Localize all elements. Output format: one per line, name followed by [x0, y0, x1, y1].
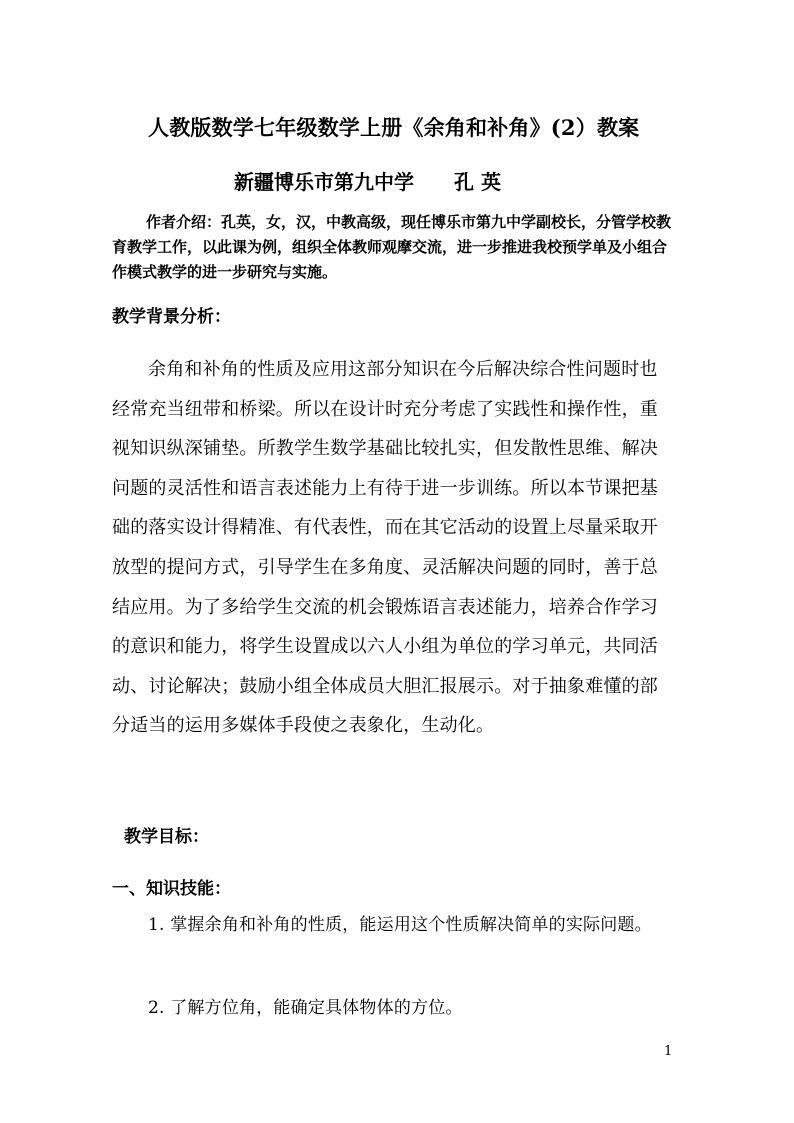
author-line	[234, 166, 501, 195]
background-heading: 教学背景分析：	[112, 307, 231, 327]
page-number: 1	[664, 1044, 673, 1059]
goal-item: 1. 掌握余角和补角的性质，能运用这个性质解决简单的实际问题。	[148, 915, 652, 935]
school-name: 新疆博乐市第九中学	[234, 170, 414, 194]
document-title: 人教版数学七年级数学上册《余角和补角》(2）教案	[148, 115, 640, 140]
background-paragraph: 余角和补角的性质及应用这部分知识在今后解决综合性问题时也经常充当纽带和桥梁。所以在设计时充分考虑了实践性和操作性，重视知识纵深铺垫。所教学生数学基础比较扎实，但发散性思维、解决问题的灵活性和语言表述能力上有待于进一步训练。所以本节课把基础的落实设计得精准、有代表性，而在其它活动的设置上尽量采取开放型的提问方式，引导学生在多角度、灵活解决问题的同时，善于总结应用。为了多给学生交流的机会锻炼语言表述能力，培养合作学习的意识和能力，将学生设置成以六人小组为单位的学习单元，共同活动、讨论解决；鼓励小组全体成员大胆汇报展示。对于抽象难懂的部分适当的运用多媒体手段使之表象化，生动化。	[112, 359, 658, 737]
author-intro: 作者介绍：孔英，女，汉，中教高级，现任博乐市第九中学副校长，分管学校教育教学工作，以此课为例，组织全体教师观摩交流，进一步推进我校预学单及小组合作模式教学的进一步研究与实施。	[112, 213, 672, 281]
knowledge-skills-heading: 一、知识技能：	[112, 879, 231, 899]
author-name: 孔 英	[454, 170, 501, 194]
goals-heading: 教学目标：	[124, 827, 209, 847]
goal-item: 2. 了解方位角，能确定具体物体的方位。	[148, 998, 463, 1018]
